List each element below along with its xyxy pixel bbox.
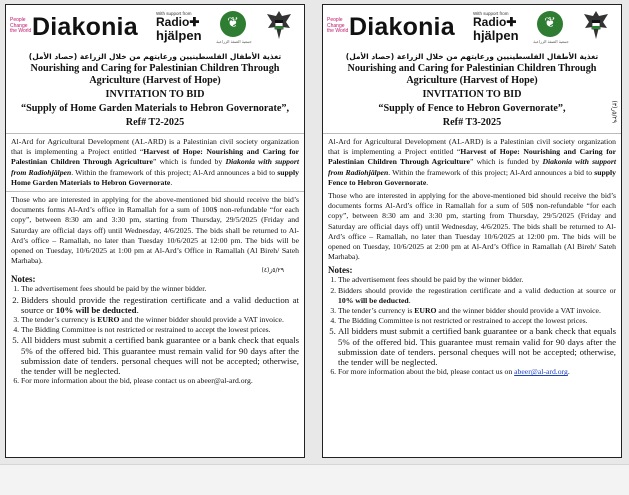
invitation-heading: INVITATION TO BID [422,89,522,100]
logo-header [6,5,304,51]
application-paragraph: Those who are interested in applying for the above-mentioned bid should receive the bid’s documents forms Al-Ard’s office in Ramallah for a sum of 50$ non-refundable “for each copy”, between 8:30 am and 3:30 pm, starting from Thursday, 29/5/2025 (Friday and Saturday are official days off) until Wednesday, 4/6/2025. The bids shall be returned to Al-Ard’s office – Ramallah, no later than Tuesday 10/6/2025 at 12:00 pm. The bids will be opened on Tuesday, 10/6/2025 at 2:00 pm at Al-Ard’s Office in Ramallah (Al Bireh/ Sateh Marhaba). [328,191,616,262]
palestine-eagle-icon [264,8,294,42]
note-item: 3. The tender’s currency is EURO and the winner bidder should provide a VAT invoice. [338,306,616,316]
project-title: Nourishing and Caring for Palestinian Children Through Agriculture (Harvest of Hope) [30,63,280,86]
note-item: 4. The Bidding Committee is not restricted or restrained to accept the lowest prices. [21,325,299,335]
application-paragraph: Those who are interested in applying for the above-mentioned bid should receive the bid’s documents forms Al-Ard’s office in Ramallah for a sum of 100$ non-refundable “for each copy”, between 8:30 am and 3:30 pm, starting from Thursday, 29/5/2025 (Friday and Saturday are official days off) until Wednesday, 4/6/2025. The bids shall be returned to Al-Ard’s office – Ramallah, no later than Tuesday 10/6/2025 at 12:00 pm. The bids will be opened on Tuesday, 10/6/2025 at 1:00 pm at Al-Ard’s Office in Ramallah (Al Bireh/ Sateh Marhaba). [11,195,299,266]
note-item: 2. Bidders should provide the regestiration certificate and a valid deduction at source or 10% will be deducted. [21,295,299,315]
hjalpen-logo: hjälpen [473,28,519,43]
notes-title: Notes: [11,274,36,285]
note-item: 4. The Bidding Committee is not restricted or restrained to accept the lowest prices. [338,316,616,326]
note-item: 5. All bidders must submit a certified bank guarantee or a bank check that equals 5% of the offered bid. This guarantee must remain valid for 90 days after the submission date of tenders. personal cheques will not be accepted; otherwise, the tender will be neglected. [21,335,299,376]
partner-caption: جمعية الضفة الزراعية [216,39,252,44]
divider [6,191,304,192]
cross-icon: ✚ [189,15,200,29]
note-item: 5. All bidders must submit a certified bank guarantee or a bank check that equals 5% of the offered bid. This guarantee must remain valid for 90 days after the submission date of tenders. personal cheques will not be accepted; otherwise, the tender will be neglected. [338,326,616,367]
note-item: 3. The tender’s currency is EURO and the winner bidder should provide a VAT invoice. [21,315,299,325]
diakonia-logo: Diakonia [32,13,138,41]
palestine-eagle-icon [581,8,611,42]
bid-reference: Ref# T3-2025 [442,117,502,128]
note-item: 6. For more information about the bid, please contact us on abeer@al-ard.org. [338,367,616,377]
diakonia-logo: Diakonia [349,13,455,41]
contact-email-link[interactable]: abeer@al-ard.org [514,367,568,377]
invitation-heading: INVITATION TO BID [105,89,205,100]
logo-header [323,5,621,51]
partner-caption: جمعية الضفة الزراعية [533,39,569,44]
note-item: 2. Bidders should provide the regestiration certificate and a valid deduction at source or 10% will be deducted. [338,286,616,306]
bid-body [6,137,304,266]
arabic-title: تغذية الأطفال الفلسطينيين ورعايتهم من خلال الزراعة (حصاد الأمل) [28,52,282,61]
bid-notice-left [5,4,305,458]
bid-subject: “Supply of Home Garden Materials to Hebron Governorate”, [20,103,290,114]
radio-logo: Radio✚ [473,15,517,29]
notes-list [6,284,304,386]
intro-paragraph: Al-Ard for Agricultural Development (AL-ARD) is a Palestinian civil society organization that is implementing a Project entitled “Harvest of Hope: Nourishing and Caring for Palestinian Children Through Agriculture” which is funded by Diakonia with support from Radiohjälpen. Within the framework of this project; Al-Ard announces a bid to supply Home Garden Materials to Hebron Governorate. [11,137,300,187]
diakonia-tagline: People Change the World [327,17,349,34]
arabic-title: تغذية الأطفال الفلسطينيين ورعايتهم من خلال الزراعة (حصاد الأمل) [345,52,599,61]
bid-body [323,137,621,262]
support-text: With support from [156,11,192,16]
publication-date: (٤)٥/٢٩ز [261,267,284,275]
note-item: 6. For more information about the bid, please contact us on abeer@al-ard.org. [21,376,299,386]
notes-title: Notes: [328,265,353,276]
hjalpen-logo: hjälpen [156,28,202,43]
bottom-bar [0,464,629,495]
al-ard-leaf-icon: ❦ [537,11,563,37]
radio-logo: Radio✚ [156,15,200,29]
notes-list [323,275,621,377]
bid-notice-right [322,4,622,458]
al-ard-leaf-icon: ❦ [220,11,246,37]
project-title: Nourishing and Caring for Palestinian Children Through Agriculture (Harvest of Hope) [347,63,597,86]
intro-paragraph: Al-Ard for Agricultural Development (AL-ARD) is a Palestinian civil society organization that is implementing a Project entitled “Harvest of Hope: Nourishing and Caring for Palestinian Children Through Agriculture” which is funded by Diakonia with support from Radiohjälpen. Within the framework of this project; Al-Ard announces a bid to supply Fence to Hebron Governorate. [328,137,617,187]
bid-subject: “Supply of Fence to Hebron Governorate”, [378,103,566,114]
support-text: With support from [473,11,509,16]
note-item: 1. The advertisement fees should be paid by the winner bidder. [338,275,616,285]
publication-date: (٣)٥/٢٩ز [611,100,618,123]
divider [323,133,621,134]
divider [6,133,304,134]
note-item: 1. The advertisement fees should be paid by the winner bidder. [21,284,299,294]
diakonia-tagline: People Change the World [10,17,32,34]
bid-reference: Ref# T2-2025 [125,117,185,128]
cross-icon: ✚ [506,15,517,29]
